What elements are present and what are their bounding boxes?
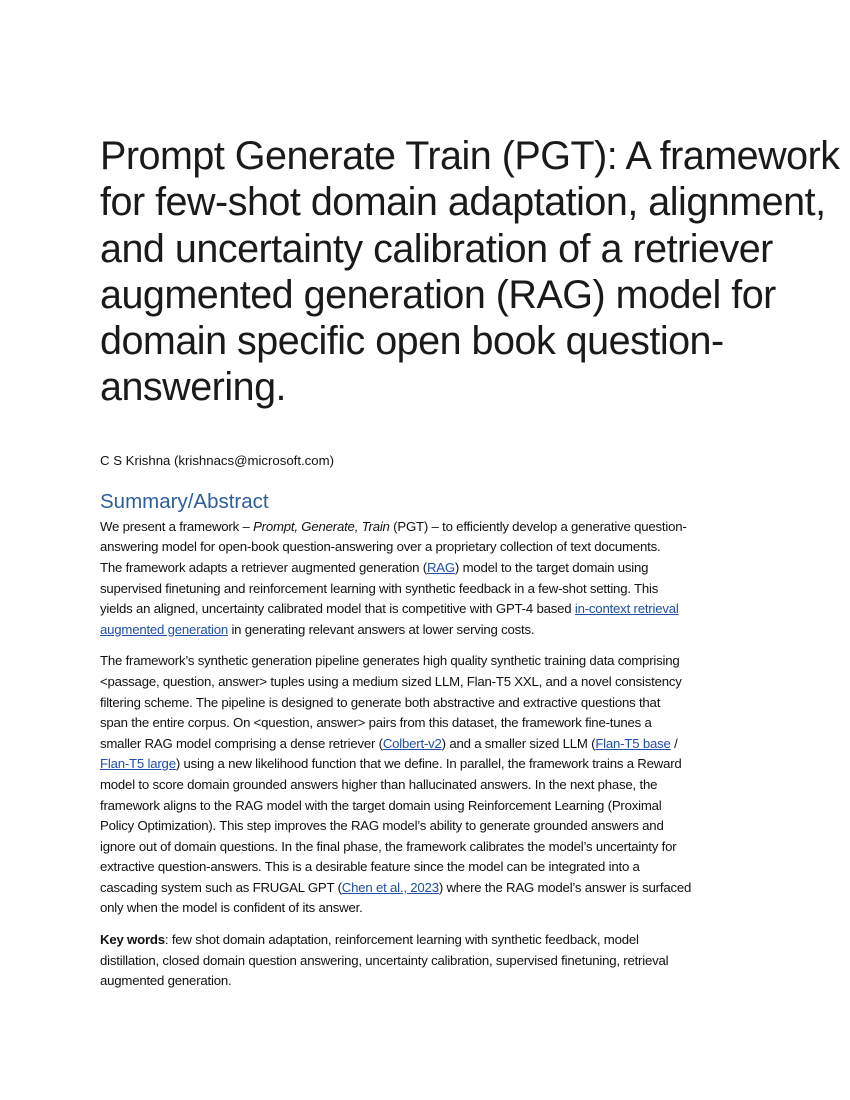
text: cascading system such as FRUGAL GPT ( xyxy=(100,879,342,895)
text-line xyxy=(100,930,752,951)
abstract-paragraph-1 xyxy=(100,517,752,641)
paper-title xyxy=(100,133,840,411)
text-line xyxy=(100,599,752,620)
text-line: augmented generation. xyxy=(100,973,232,989)
text-line: Policy Optimization). This step improves the RAG model’s ability to generate grounded answers and xyxy=(100,818,664,834)
text-line: The framework’s synthetic generation pipeline generates high quality synthetic training data comprising xyxy=(100,653,680,669)
colbert-v2-link[interactable]: Colbert-v2 xyxy=(382,735,442,751)
text-line: ignore out of domain questions. In the final phase, the framework calibrates the model’s uncertainty for xyxy=(100,838,677,854)
text: in generating relevant answers at lower serving costs. xyxy=(227,621,535,637)
text-line xyxy=(100,734,752,755)
chen-2023-link[interactable]: Chen et al., 2023 xyxy=(341,879,439,895)
title-line: for few-shot domain adaptation, alignment, xyxy=(100,180,826,225)
keywords-label: Key words xyxy=(100,932,165,948)
augmented-generation-link[interactable]: augmented generation xyxy=(100,621,228,637)
text-line xyxy=(100,754,752,775)
text: ) and a smaller sized LLM ( xyxy=(441,735,596,751)
text-line xyxy=(100,517,752,538)
title-line: Prompt Generate Train (PGT): A framework xyxy=(100,134,840,178)
section-heading: Summary/Abstract xyxy=(100,489,269,513)
text-line: model to score domain grounded answers higher than hallucinated answers. In the next phase, the xyxy=(100,776,658,792)
document-page xyxy=(100,133,840,992)
title-line: augmented generation (RAG) model for xyxy=(100,272,776,317)
keywords-paragraph xyxy=(100,930,752,992)
text-line: <passage, question, answer> tuples using a medium sized LLM, Flan-T5 XXL, and a novel consistency xyxy=(100,673,682,689)
text-line: distillation, closed domain question answering, uncertainty calibration, supervised finetuning, retrieval xyxy=(100,952,669,968)
title-line: answering. xyxy=(100,365,287,410)
abstract-paragraph-2 xyxy=(100,651,752,919)
text: yields an aligned, uncertainty calibrated model that is competitive with GPT-4 based xyxy=(100,601,575,617)
flan-t5-large-link[interactable]: Flan-T5 large xyxy=(100,756,176,772)
author-line: C S Krishna (krishnacs@microsoft.com) xyxy=(100,452,334,468)
text-line: only when the model is confident of its answer. xyxy=(100,900,363,916)
text: ) where the RAG model’s answer is surfaced xyxy=(438,879,692,895)
rag-link[interactable]: RAG xyxy=(426,559,455,575)
text: / xyxy=(670,735,678,751)
text-line xyxy=(100,878,752,899)
text: : few shot domain adaptation, reinforcement learning with synthetic feedback, model xyxy=(164,932,639,948)
text-line: framework aligns to the RAG model with the target domain using Reinforcement Learning (Proximal xyxy=(100,797,662,813)
text: ) using a new likelihood function that we define. In parallel, the framework trains a Reward xyxy=(175,756,682,772)
text: The framework adapts a retriever augmented generation ( xyxy=(100,559,427,575)
text-line: supervised finetuning and reinforcement learning with synthetic feedback in a few-shot setting. This xyxy=(100,580,659,596)
text-line: extractive question-answers. This is a desirable feature since the model can be integrated into a xyxy=(100,859,640,875)
emphasis-text: Prompt, Generate, Train xyxy=(253,518,390,534)
flan-t5-base-link[interactable]: Flan-T5 base xyxy=(595,735,671,751)
text: smaller RAG model comprising a dense retriever ( xyxy=(100,735,383,751)
text: ) model to the target domain using xyxy=(454,559,649,575)
text-line: filtering scheme. The pipeline is designed to generate both abstractive and extractive questions that xyxy=(100,694,661,710)
text: We present a framework – xyxy=(100,518,254,534)
title-line: domain specific open book question- xyxy=(100,319,724,364)
text: (PGT) – to efficiently develop a generative question- xyxy=(389,518,687,534)
text-line: span the entire corpus. On <question, answer> pairs from this dataset, the framework fine-tunes a xyxy=(100,715,652,731)
text-line xyxy=(100,558,752,579)
title-line: and uncertainty calibration of a retriever xyxy=(100,226,773,271)
text-line: answering model for open-book question-answering over a proprietary collection of text documents. xyxy=(100,539,661,555)
in-context-retrieval-link[interactable]: in-context retrieval xyxy=(574,601,679,617)
text-line xyxy=(100,620,752,641)
